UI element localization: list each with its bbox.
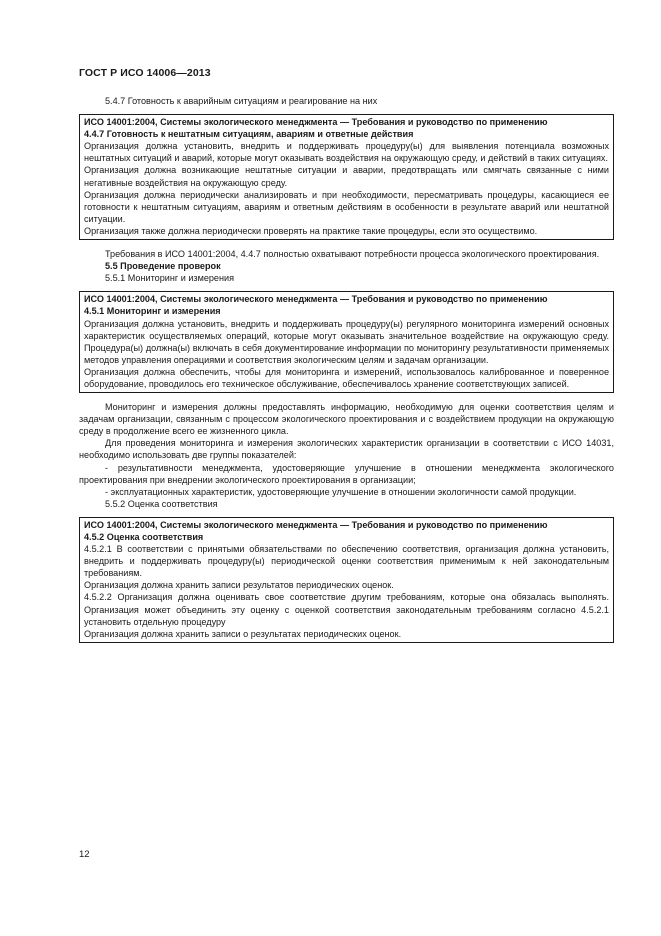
quote-box-4-4-7 [79,114,614,240]
section-heading-5-5-2: 5.5.2 Оценка соответствия [105,498,218,509]
quote-paragraph: Организация должна обеспечить, чтобы для мониторинга и измерений, использовалось калиброванное и поверенное оборудование, проводилось его техническое обслуживание, обеспечивалось хранение соответствующих записей. [84,366,609,389]
quote-box-title: ИСО 14001:2004, Системы экологического менеджмента — Требования и руководство по применению [84,294,548,305]
list-item: - эксплуатационных характеристик, удостоверяющие улучшение в отношении экологичности самой продукции. [105,486,577,497]
section-heading-5-4-7: 5.4.7 Готовность к аварийным ситуациям и реагирование на них [105,96,378,106]
quote-paragraph: Организация также должна периодически проверять на практике такие процедуры, если это осуществимо. [84,225,538,236]
body-paragraph: Для проведения мониторинга и измерения экологических характеристик организации в соответствии с ИСО 14031, необходимо использовать две группы показателей: [79,438,614,461]
quote-paragraph: 4.5.2.2 Организация должна оценивать свое соответствие другим требованиям, которые она обязалась выполнять. Организация может объединить эту оценку с оценкой соответствия законодательным требованиям согласно 4.5.2.1 установить отдельную процедуру [84,592,609,627]
quote-box-4-5-2 [79,517,614,643]
quote-paragraph: Организация должна хранить записи о результатах периодических оценок. [84,628,402,639]
list-item: - результативности менеджмента, удостоверяющие улучшение в отношении менеджмента экологического проектирования при внедрении экологического проектирования в организации; [79,462,614,485]
quote-box-subtitle: 4.5.1 Мониторинг и измерения [84,306,221,317]
quote-box-title: ИСО 14001:2004, Системы экологического менеджмента — Требования и руководство по применению [84,117,548,128]
page-number: 12 [79,849,90,860]
body-paragraph: Мониторинг и измерения должны предоставлять информацию, необходимую для оценки соответствия целям и задачам организации, связанным с процессом экологического проектирования и с воздействием продукции на окружающую среду в продолжение всего ее жизненного цикла. [79,402,614,437]
quote-box-subtitle: 4.4.7 Готовность к нештатным ситуациям, авариям и ответные действия [84,129,414,140]
body-paragraph: Требования в ИСО 14001:2004, 4.4.7 полностью охватывают потребности процесса экологического проектирования. [105,249,600,260]
quote-paragraph: Организация должна хранить записи результатов периодических оценок. [84,580,394,591]
document-header: ГОСТ Р ИСО 14006—2013 [79,67,211,79]
quote-paragraph: Организация должна периодически анализировать и при необходимости, пересматривать процедуры, касающиеся ее готовности к нештатным ситуациям, авариям и ответным действиям в особенности в результате аварий или нештатной ситуации. [84,189,609,224]
quote-paragraph: Организация должна установить, внедрить и поддерживать процедуру(ы) для выявления потенциала возможных нештатных ситуаций и аварий, которые могут оказывать воздействия на окружающую среду, и действий в таких ситуациях. [84,141,609,164]
section-heading-5-5: 5.5 Проведение проверок [105,261,221,272]
section-heading-5-5-1: 5.5.1 Мониторинг и измерения [105,273,235,284]
quote-paragraph: 4.5.2.1 В соответствии с принятыми обязательствами по обеспечению соответствия, организация должна установить, внедрить и поддерживать процедуру(ы) периодической оценки соответствия применимым к ней законодательным требованиям. [84,544,609,579]
quote-box-4-5-1 [79,291,614,393]
quote-box-subtitle: 4.5.2 Оценка соответствия [84,532,204,542]
quote-paragraph: Организация должна возникающие нештатные ситуации и аварии, предотвращать или смягчать связанные с ними негативные воздействия на окружающую среду. [84,165,609,188]
page-content [79,95,614,651]
quote-box-title: ИСО 14001:2004, Системы экологического менеджмента — Требования и руководство по применению [84,519,548,530]
quote-paragraph: Организация должна установить, внедрить и поддерживать процедуру(ы) регулярного мониторинга измерений основных характеристик осуществляемых операций, которые могут оказывать значительное воздействие на окружающую среду. Процедура(ы) должна(ы) включать в себя документирование информации по мониторингу результативности применяемых методов управления операциями и соответствия экологическим целям и задачам организации. [84,318,609,365]
